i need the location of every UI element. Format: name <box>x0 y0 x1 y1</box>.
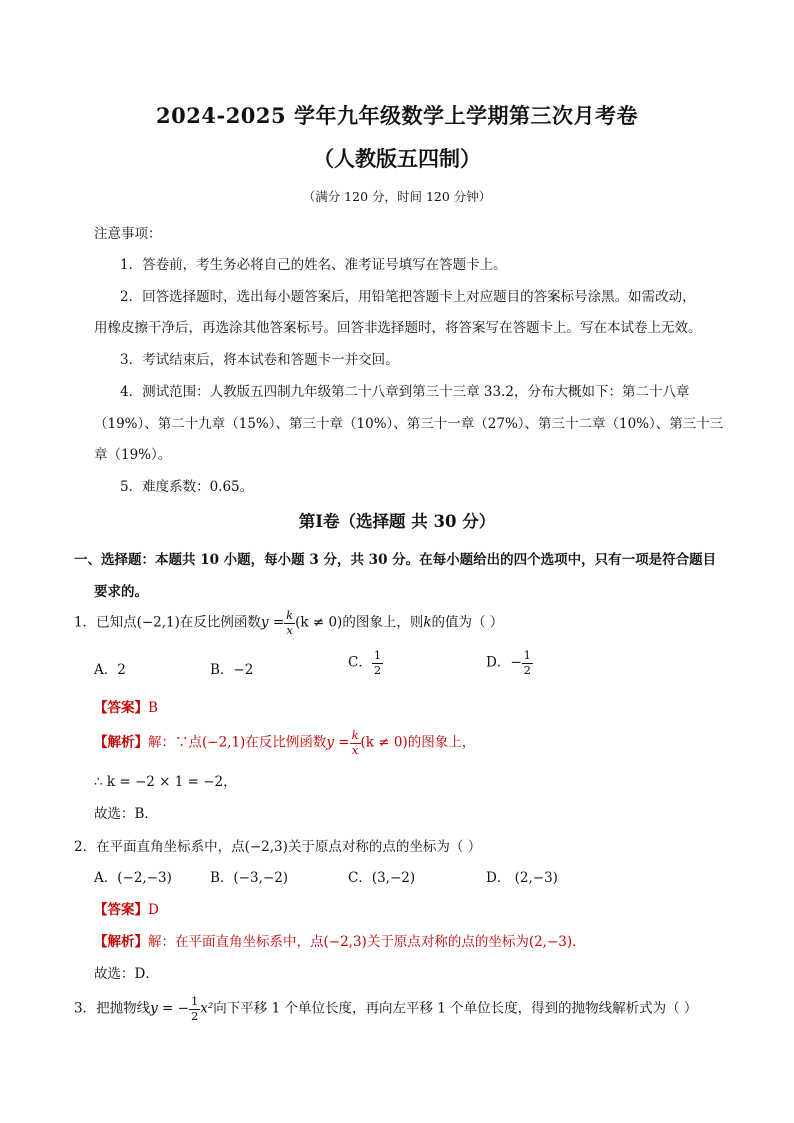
exam-meta: （满分 120 分，时间 120 分钟） <box>302 189 492 204</box>
notes-heading: 注意事项： <box>94 226 162 242</box>
question-2-stem: 2．在平面直角坐标系中，点(−2,3)关于原点对称的点的坐标为（ ） <box>74 839 482 855</box>
q1-choose: 故选：B． <box>94 806 158 822</box>
note-4-line-3: 章（19%）。 <box>94 447 172 463</box>
note-2-line-2: 用橡皮擦干净后，再选涂其他答案标号。回答非选择题时，将答案写在答题卡上。写在本试卷上无效。 <box>94 320 702 336</box>
exam-title: 2024-2025 学年九年级数学上学期第三次月考卷 <box>156 103 638 128</box>
section-intro-line-2: 要求的。 <box>94 584 148 600</box>
q1-fraction: $\frac{k}{x}$ <box>286 608 294 637</box>
q1-option-c: C． $\frac{1}{2}$ <box>348 648 382 677</box>
q1-step: ∴ k = −2 × 1 = −2， <box>94 774 237 790</box>
note-5: 5．难度系数：0.65。 <box>120 479 254 495</box>
question-1-stem: 1．已知点(−2,1)在反比例函数y = $\frac{k}{x}$ (k ≠ 0)的图象上，则k的值为（ ） <box>74 608 504 637</box>
q2-analysis: 【解析】解：在平面直角坐标系中，点(−2,3)关于原点对称的点的坐标为(2,−3)． <box>94 934 586 950</box>
q2-choose: 故选：D． <box>94 966 159 982</box>
q2-option-d: D． (2,−3) <box>486 870 558 886</box>
note-1: 1．答卷前，考生务必将自己的姓名、准考证号填写在答题卡上。 <box>120 257 507 273</box>
q1-option-b: B．−2 <box>210 662 254 678</box>
q1-analysis: 【解析】解：∵点(−2,1)在反比例函数y = $\frac{k}{x}$ (k ≠ 0)的图象上， <box>94 728 476 757</box>
q2-option-c: C．(3,−2) <box>348 870 416 886</box>
note-4-line-1: 4．测试范围：人教版五四制九年级第二十八章到第三十三章 33.2，分布大概如下：第二十八章 <box>120 384 690 400</box>
q2-option-a: A．(−2,−3) <box>94 870 172 886</box>
exam-edition: （人教版五四制） <box>313 146 481 171</box>
q2-option-b: B．(−3,−2) <box>210 870 289 886</box>
question-3-stem: 3．把抛物线y = − $\frac{1}{2}$ x²向下平移 1 个单位长度，再向左平移 1 个单位长度，得到的抛物线解析式为（ ） <box>74 994 698 1023</box>
q1-point: (−2,1) <box>136 614 180 631</box>
q1-answer: 【答案】B <box>94 700 158 716</box>
q1-option-d: D．− $\frac{1}{2}$ <box>486 648 531 677</box>
q2-answer: 【答案】D <box>94 902 159 918</box>
section-title: 第Ⅰ卷（选择题 共 30 分） <box>298 512 496 531</box>
note-4-line-2: （19%）、第二十九章（15%）、第三十章（10%）、第三十一章（27%）、第三十二章（10%）、第三十三 <box>94 416 724 432</box>
note-2-line-1: 2．回答选择题时，选出每小题答案后，用铅笔把答题卡上对应题目的答案标号涂黑。如需改动， <box>120 289 696 305</box>
section-intro-line-1: 一、选择题：本题共 10 小题，每小题 3 分，共 30 分。在每小题给出的四个选项中，只有一项是符合题目 <box>74 552 717 568</box>
note-3: 3．考试结束后，将本试卷和答题卡一并交回。 <box>120 352 399 368</box>
q1-option-a: A．2 <box>94 662 126 678</box>
